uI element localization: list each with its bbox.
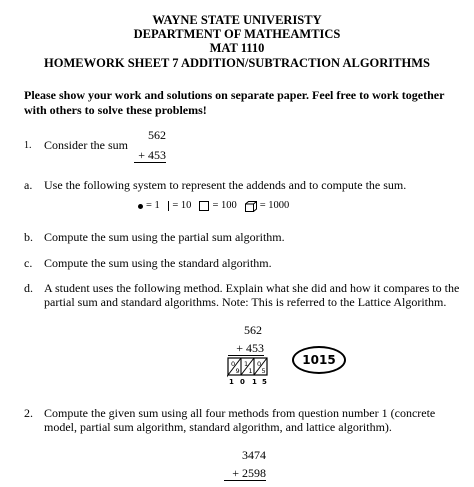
question-2-number: 2. xyxy=(24,406,33,420)
lattice-cell-2-top: 1 xyxy=(244,360,249,368)
q1-addend-2: + 453 xyxy=(134,148,166,163)
question-1-number: 1. xyxy=(24,140,32,151)
lattice-cell-3-bottom: 5 xyxy=(261,367,266,375)
question-1-prompt: Consider the sum xyxy=(44,138,128,152)
cube-icon xyxy=(245,201,257,212)
d-addend-2: + 453 xyxy=(228,341,264,356)
lattice-digit-4: 5 xyxy=(262,378,267,385)
legend-ones xyxy=(138,200,160,212)
part-d-letter: d. xyxy=(24,281,33,295)
legend-thousands-label: = 1000 xyxy=(259,200,290,211)
part-d-text: A student uses the following method. Explain what she did and how it compares to the partial sum and standard algorithms. Note: This is referred to the Lattice Algorithm. xyxy=(44,281,460,309)
lattice-cell-1-bottom: 9 xyxy=(235,367,240,375)
lattice-cell-3-top: 0 xyxy=(257,360,262,368)
department-title: DEPARTMENT OF MATHEAMTICS xyxy=(133,27,341,41)
instructions: Please show your work and solutions on separate paper. Feel free to work together with others to solve these problems! xyxy=(24,88,445,117)
university-title: WAYNE STATE UNIVERISTY xyxy=(152,13,322,27)
course-number: MAT 1110 xyxy=(209,41,265,55)
flat-square-icon xyxy=(199,201,209,211)
q2-addend-1: 3474 xyxy=(242,448,266,462)
base-ten-legend xyxy=(138,200,289,212)
part-c-letter: c. xyxy=(24,256,33,270)
legend-hundreds-label: = 100 xyxy=(212,200,237,211)
question-2-text: Compute the given sum using all four methods from question number 1 (concrete model, partial sum algorithm, standard algorithm, and lattice algorithm). xyxy=(44,406,436,434)
part-a-text: Use the following system to represent the addends and to compute the sum. xyxy=(44,178,407,192)
circled-answer: 1015 xyxy=(292,346,346,374)
legend-hundreds xyxy=(199,200,236,212)
lattice-grid xyxy=(227,357,269,385)
d-addend-1: 562 xyxy=(244,323,262,337)
legend-tens-label: = 10 xyxy=(172,200,192,211)
lattice-digit-3: 1 xyxy=(252,378,257,385)
legend-tens xyxy=(168,200,192,212)
part-a-letter: a. xyxy=(24,178,33,192)
sheet-title: HOMEWORK SHEET 7 ADDITION/SUBTRACTION ALGORITHMS xyxy=(44,56,430,70)
q1-addend-1: 562 xyxy=(148,128,166,142)
part-b-letter: b. xyxy=(24,230,33,244)
part-b-text: Compute the sum using the partial sum algorithm. xyxy=(44,230,285,244)
q2-addend-2: + 2598 xyxy=(224,466,266,481)
lattice-cell-1-top: 0 xyxy=(231,360,236,368)
lattice-diagonal-ext xyxy=(227,375,228,378)
legend-thousands xyxy=(245,200,290,212)
legend-ones-label: = 1 xyxy=(146,200,160,211)
lattice-digit-1: 1 xyxy=(229,378,234,385)
lattice-digit-2: 0 xyxy=(240,378,245,385)
part-c-text: Compute the sum using the standard algorithm. xyxy=(44,256,272,270)
bar-icon xyxy=(168,201,170,211)
dot-icon xyxy=(138,204,143,209)
lattice-cell-2-bottom: 1 xyxy=(248,367,253,375)
